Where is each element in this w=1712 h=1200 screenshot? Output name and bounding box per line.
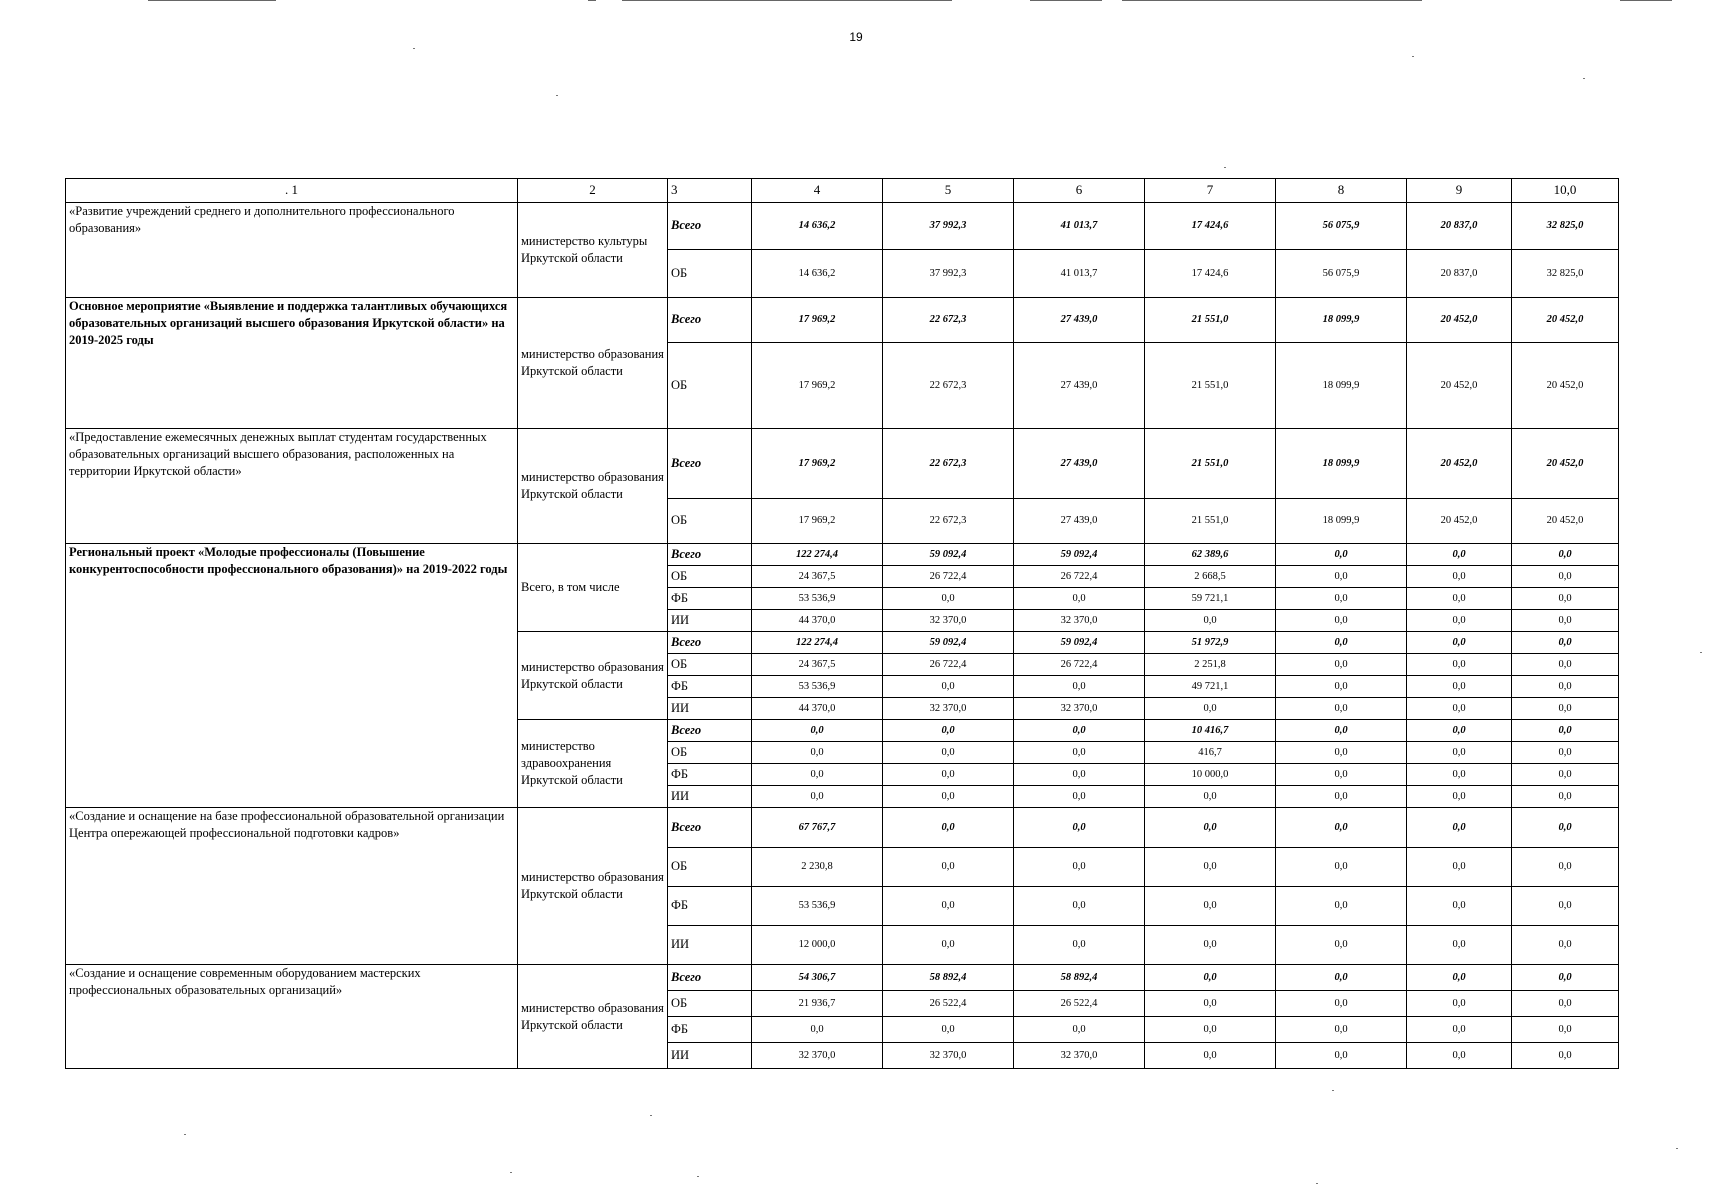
funding-source: ОБ [668, 250, 752, 298]
funding-source: ОБ [668, 991, 752, 1017]
value-cell: 0,0 [1407, 848, 1512, 887]
value-cell: 0,0 [1512, 632, 1619, 654]
value-cell: 44 370,0 [752, 698, 883, 720]
funding-source: ОБ [668, 566, 752, 588]
value-cell: 0,0 [1145, 610, 1276, 632]
value-cell: 0,0 [883, 764, 1014, 786]
value-cell: 22 672,3 [883, 343, 1014, 429]
value-cell: 0,0 [1512, 786, 1619, 808]
table-row [66, 429, 1619, 499]
value-cell: 56 075,9 [1276, 250, 1407, 298]
value-cell: 0,0 [1512, 544, 1619, 566]
value-cell: 62 389,6 [1145, 544, 1276, 566]
value-cell: 0,0 [1145, 887, 1276, 926]
funding-source: ИИ [668, 926, 752, 965]
header-cell-1: . 1 [66, 179, 518, 203]
value-cell: 32 370,0 [1014, 610, 1145, 632]
header-row [66, 179, 1619, 203]
value-cell: 0,0 [1407, 926, 1512, 965]
value-cell: 20 452,0 [1407, 499, 1512, 544]
value-cell: 0,0 [883, 1017, 1014, 1043]
value-cell: 21 936,7 [752, 991, 883, 1017]
value-cell: 0,0 [1512, 808, 1619, 848]
value-cell: 0,0 [1407, 887, 1512, 926]
value-cell: 0,0 [1276, 566, 1407, 588]
value-cell: 24 367,5 [752, 654, 883, 676]
value-cell: 26 722,4 [1014, 566, 1145, 588]
value-cell: 0,0 [1407, 808, 1512, 848]
value-cell: 18 099,9 [1276, 499, 1407, 544]
value-cell: 20 452,0 [1407, 429, 1512, 499]
value-cell: 18 099,9 [1276, 343, 1407, 429]
value-cell: 0,0 [1276, 764, 1407, 786]
value-cell: 32 825,0 [1512, 250, 1619, 298]
value-cell: 0,0 [1276, 588, 1407, 610]
value-cell: 0,0 [1276, 632, 1407, 654]
value-cell: 0,0 [1145, 698, 1276, 720]
value-cell: 32 370,0 [883, 610, 1014, 632]
value-cell: 0,0 [1407, 676, 1512, 698]
value-cell: 26 522,4 [883, 991, 1014, 1017]
value-cell: 0,0 [1407, 566, 1512, 588]
value-cell: 10 000,0 [1145, 764, 1276, 786]
value-cell: 0,0 [1145, 965, 1276, 991]
value-cell: 0,0 [1512, 887, 1619, 926]
value-cell: 20 452,0 [1512, 298, 1619, 343]
value-cell: 32 370,0 [883, 1043, 1014, 1069]
value-cell: 0,0 [883, 676, 1014, 698]
header-cell-8: 8 [1276, 179, 1407, 203]
value-cell: 41 013,7 [1014, 203, 1145, 250]
funding-source: ИИ [668, 786, 752, 808]
value-cell: 27 439,0 [1014, 499, 1145, 544]
funding-source: Всего [668, 429, 752, 499]
responsible-org: министерство образования Иркутской области [518, 808, 668, 965]
value-cell: 26 722,4 [1014, 654, 1145, 676]
funding-source: Всего [668, 965, 752, 991]
value-cell: 20 452,0 [1407, 343, 1512, 429]
table-body [66, 179, 1619, 1069]
value-cell: 32 825,0 [1512, 203, 1619, 250]
value-cell: 27 439,0 [1014, 429, 1145, 499]
value-cell: 22 672,3 [883, 298, 1014, 343]
funding-source: ФБ [668, 1017, 752, 1043]
value-cell: 0,0 [1014, 848, 1145, 887]
value-cell: 17 969,2 [752, 499, 883, 544]
value-cell: 0,0 [1276, 720, 1407, 742]
header-cell-10: 10,0 [1512, 179, 1619, 203]
value-cell: 20 837,0 [1407, 250, 1512, 298]
value-cell: 0,0 [1407, 588, 1512, 610]
value-cell: 53 536,9 [752, 588, 883, 610]
value-cell: 0,0 [1014, 786, 1145, 808]
value-cell: 0,0 [1145, 808, 1276, 848]
value-cell: 122 274,4 [752, 632, 883, 654]
value-cell: 0,0 [1407, 610, 1512, 632]
value-cell: 37 992,3 [883, 250, 1014, 298]
value-cell: 0,0 [1512, 991, 1619, 1017]
value-cell: 20 452,0 [1512, 343, 1619, 429]
section-title: Основное мероприятие «Выявление и поддержка талантливых обучающихся образовательных организаций высшего образования Иркутской области» на 2019-2025 годы [66, 298, 518, 429]
value-cell: 0,0 [1407, 742, 1512, 764]
value-cell: 0,0 [1407, 632, 1512, 654]
responsible-org: министерство образования Иркутской области [518, 298, 668, 429]
value-cell: 59 092,4 [1014, 544, 1145, 566]
section-title: «Предоставление ежемесячных денежных выплат студентам государственных образовательных организаций высшего образования, расположенных на территории Иркутской области» [66, 429, 518, 544]
responsible-org: министерство образования Иркутской области [518, 632, 668, 720]
value-cell: 21 551,0 [1145, 298, 1276, 343]
value-cell: 0,0 [883, 786, 1014, 808]
responsible-org: Всего, в том числе [518, 544, 668, 632]
value-cell: 17 969,2 [752, 343, 883, 429]
value-cell: 26 522,4 [1014, 991, 1145, 1017]
value-cell: 0,0 [1014, 588, 1145, 610]
value-cell: 0,0 [1407, 1043, 1512, 1069]
value-cell: 0,0 [1276, 991, 1407, 1017]
value-cell: 0,0 [1512, 742, 1619, 764]
value-cell: 0,0 [1014, 742, 1145, 764]
value-cell: 0,0 [1407, 544, 1512, 566]
budget-table [65, 178, 1619, 1069]
value-cell: 0,0 [1407, 786, 1512, 808]
value-cell: 0,0 [1512, 1017, 1619, 1043]
value-cell: 0,0 [1512, 676, 1619, 698]
funding-source: ИИ [668, 698, 752, 720]
value-cell: 18 099,9 [1276, 298, 1407, 343]
value-cell: 20 452,0 [1407, 298, 1512, 343]
value-cell: 0,0 [1512, 566, 1619, 588]
value-cell: 0,0 [1145, 848, 1276, 887]
value-cell: 2 251,8 [1145, 654, 1276, 676]
value-cell: 0,0 [1014, 1017, 1145, 1043]
funding-source: ОБ [668, 742, 752, 764]
value-cell: 0,0 [1014, 808, 1145, 848]
value-cell: 0,0 [1512, 610, 1619, 632]
header-cell-4: 4 [752, 179, 883, 203]
funding-source: ОБ [668, 343, 752, 429]
value-cell: 21 551,0 [1145, 429, 1276, 499]
value-cell: 49 721,1 [1145, 676, 1276, 698]
value-cell: 0,0 [1407, 991, 1512, 1017]
value-cell: 0,0 [1276, 965, 1407, 991]
value-cell: 0,0 [1512, 965, 1619, 991]
value-cell: 14 636,2 [752, 203, 883, 250]
table-row [66, 298, 1619, 343]
value-cell: 122 274,4 [752, 544, 883, 566]
value-cell: 0,0 [1145, 786, 1276, 808]
value-cell: 24 367,5 [752, 566, 883, 588]
value-cell: 0,0 [1145, 1043, 1276, 1069]
value-cell: 59 092,4 [883, 544, 1014, 566]
value-cell: 0,0 [1512, 654, 1619, 676]
section-title: «Создание и оснащение современным оборудованием мастерских профессиональных образовательных организаций» [66, 965, 518, 1069]
value-cell: 0,0 [752, 742, 883, 764]
responsible-org: министерство образования Иркутской области [518, 429, 668, 544]
value-cell: 58 892,4 [883, 965, 1014, 991]
value-cell: 0,0 [1276, 786, 1407, 808]
value-cell: 0,0 [1512, 588, 1619, 610]
value-cell: 0,0 [1512, 764, 1619, 786]
funding-source: Всего [668, 298, 752, 343]
value-cell: 22 672,3 [883, 499, 1014, 544]
header-cell-9: 9 [1407, 179, 1512, 203]
value-cell: 0,0 [1276, 698, 1407, 720]
value-cell: 0,0 [1407, 720, 1512, 742]
value-cell: 2 668,5 [1145, 566, 1276, 588]
value-cell: 0,0 [1512, 926, 1619, 965]
value-cell: 0,0 [883, 588, 1014, 610]
value-cell: 0,0 [1512, 1043, 1619, 1069]
value-cell: 0,0 [1014, 720, 1145, 742]
value-cell: 0,0 [1407, 1017, 1512, 1043]
funding-source: ИИ [668, 610, 752, 632]
header-cell-2: 2 [518, 179, 668, 203]
value-cell: 0,0 [1276, 610, 1407, 632]
value-cell: 41 013,7 [1014, 250, 1145, 298]
funding-source: Всего [668, 203, 752, 250]
table-row [66, 965, 1619, 991]
value-cell: 26 722,4 [883, 566, 1014, 588]
table-row [66, 808, 1619, 848]
value-cell: 0,0 [883, 742, 1014, 764]
value-cell: 0,0 [1276, 742, 1407, 764]
table-row [66, 203, 1619, 250]
value-cell: 20 837,0 [1407, 203, 1512, 250]
funding-source: ФБ [668, 588, 752, 610]
value-cell: 53 536,9 [752, 676, 883, 698]
value-cell: 17 424,6 [1145, 250, 1276, 298]
value-cell: 32 370,0 [1014, 698, 1145, 720]
value-cell: 0,0 [1276, 1043, 1407, 1069]
table-row [66, 544, 1619, 566]
value-cell: 0,0 [1014, 887, 1145, 926]
header-cell-7: 7 [1145, 179, 1276, 203]
funding-source: ОБ [668, 499, 752, 544]
funding-source: ФБ [668, 676, 752, 698]
value-cell: 32 370,0 [1014, 1043, 1145, 1069]
value-cell: 0,0 [1276, 544, 1407, 566]
responsible-org: министерство здравоохранения Иркутской области [518, 720, 668, 808]
value-cell: 0,0 [1014, 676, 1145, 698]
value-cell: 0,0 [752, 786, 883, 808]
value-cell: 0,0 [1407, 764, 1512, 786]
value-cell: 0,0 [1512, 848, 1619, 887]
value-cell: 0,0 [883, 887, 1014, 926]
value-cell: 0,0 [1276, 676, 1407, 698]
value-cell: 0,0 [1276, 654, 1407, 676]
value-cell: 20 452,0 [1512, 429, 1619, 499]
value-cell: 26 722,4 [883, 654, 1014, 676]
funding-source: Всего [668, 544, 752, 566]
value-cell: 32 370,0 [883, 698, 1014, 720]
value-cell: 0,0 [883, 808, 1014, 848]
value-cell: 0,0 [1512, 720, 1619, 742]
responsible-org: министерство культуры Иркутской области [518, 203, 668, 298]
value-cell: 0,0 [1145, 1017, 1276, 1043]
page-number: 19 [849, 30, 863, 44]
funding-source: ОБ [668, 848, 752, 887]
funding-source: ФБ [668, 887, 752, 926]
funding-source: Всего [668, 808, 752, 848]
funding-source: ИИ [668, 1043, 752, 1069]
value-cell: 21 551,0 [1145, 499, 1276, 544]
funding-source: Всего [668, 720, 752, 742]
value-cell: 59 721,1 [1145, 588, 1276, 610]
value-cell: 10 416,7 [1145, 720, 1276, 742]
header-cell-6: 6 [1014, 179, 1145, 203]
value-cell: 14 636,2 [752, 250, 883, 298]
section-title: «Создание и оснащение на базе профессиональной образовательной организации Центра опережающей профессиональной подготовки кадров» [66, 808, 518, 965]
value-cell: 0,0 [883, 926, 1014, 965]
value-cell: 37 992,3 [883, 203, 1014, 250]
value-cell: 17 424,6 [1145, 203, 1276, 250]
funding-source: Всего [668, 632, 752, 654]
funding-source: ФБ [668, 764, 752, 786]
value-cell: 0,0 [1276, 1017, 1407, 1043]
value-cell: 53 536,9 [752, 887, 883, 926]
value-cell: 0,0 [1145, 926, 1276, 965]
value-cell: 0,0 [1014, 764, 1145, 786]
value-cell: 21 551,0 [1145, 343, 1276, 429]
section-title: Региональный проект «Молодые профессионалы (Повышение конкурентоспособности профессионального образования)» на 2019-2022 годы [66, 544, 518, 808]
value-cell: 0,0 [1276, 808, 1407, 848]
value-cell: 27 439,0 [1014, 298, 1145, 343]
value-cell: 0,0 [1276, 926, 1407, 965]
value-cell: 32 370,0 [752, 1043, 883, 1069]
header-cell-3: 3 [668, 179, 752, 203]
value-cell: 0,0 [752, 1017, 883, 1043]
value-cell: 17 969,2 [752, 298, 883, 343]
value-cell: 416,7 [1145, 742, 1276, 764]
value-cell: 67 767,7 [752, 808, 883, 848]
value-cell: 0,0 [1014, 926, 1145, 965]
value-cell: 12 000,0 [752, 926, 883, 965]
value-cell: 0,0 [752, 720, 883, 742]
value-cell: 0,0 [883, 848, 1014, 887]
value-cell: 0,0 [1276, 848, 1407, 887]
value-cell: 17 969,2 [752, 429, 883, 499]
value-cell: 54 306,7 [752, 965, 883, 991]
value-cell: 27 439,0 [1014, 343, 1145, 429]
value-cell: 59 092,4 [883, 632, 1014, 654]
responsible-org: министерство образования Иркутской области [518, 965, 668, 1069]
value-cell: 0,0 [1145, 991, 1276, 1017]
value-cell: 2 230,8 [752, 848, 883, 887]
value-cell: 18 099,9 [1276, 429, 1407, 499]
value-cell: 20 452,0 [1512, 499, 1619, 544]
value-cell: 0,0 [1407, 698, 1512, 720]
section-title: «Развитие учреждений среднего и дополнительного профессионального образования» [66, 203, 518, 298]
value-cell: 0,0 [1407, 965, 1512, 991]
value-cell: 22 672,3 [883, 429, 1014, 499]
funding-source: ОБ [668, 654, 752, 676]
value-cell: 0,0 [752, 764, 883, 786]
value-cell: 59 092,4 [1014, 632, 1145, 654]
value-cell: 0,0 [1512, 698, 1619, 720]
value-cell: 0,0 [1276, 887, 1407, 926]
value-cell: 58 892,4 [1014, 965, 1145, 991]
value-cell: 0,0 [1407, 654, 1512, 676]
value-cell: 0,0 [883, 720, 1014, 742]
value-cell: 56 075,9 [1276, 203, 1407, 250]
header-cell-5: 5 [883, 179, 1014, 203]
value-cell: 44 370,0 [752, 610, 883, 632]
value-cell: 51 972,9 [1145, 632, 1276, 654]
